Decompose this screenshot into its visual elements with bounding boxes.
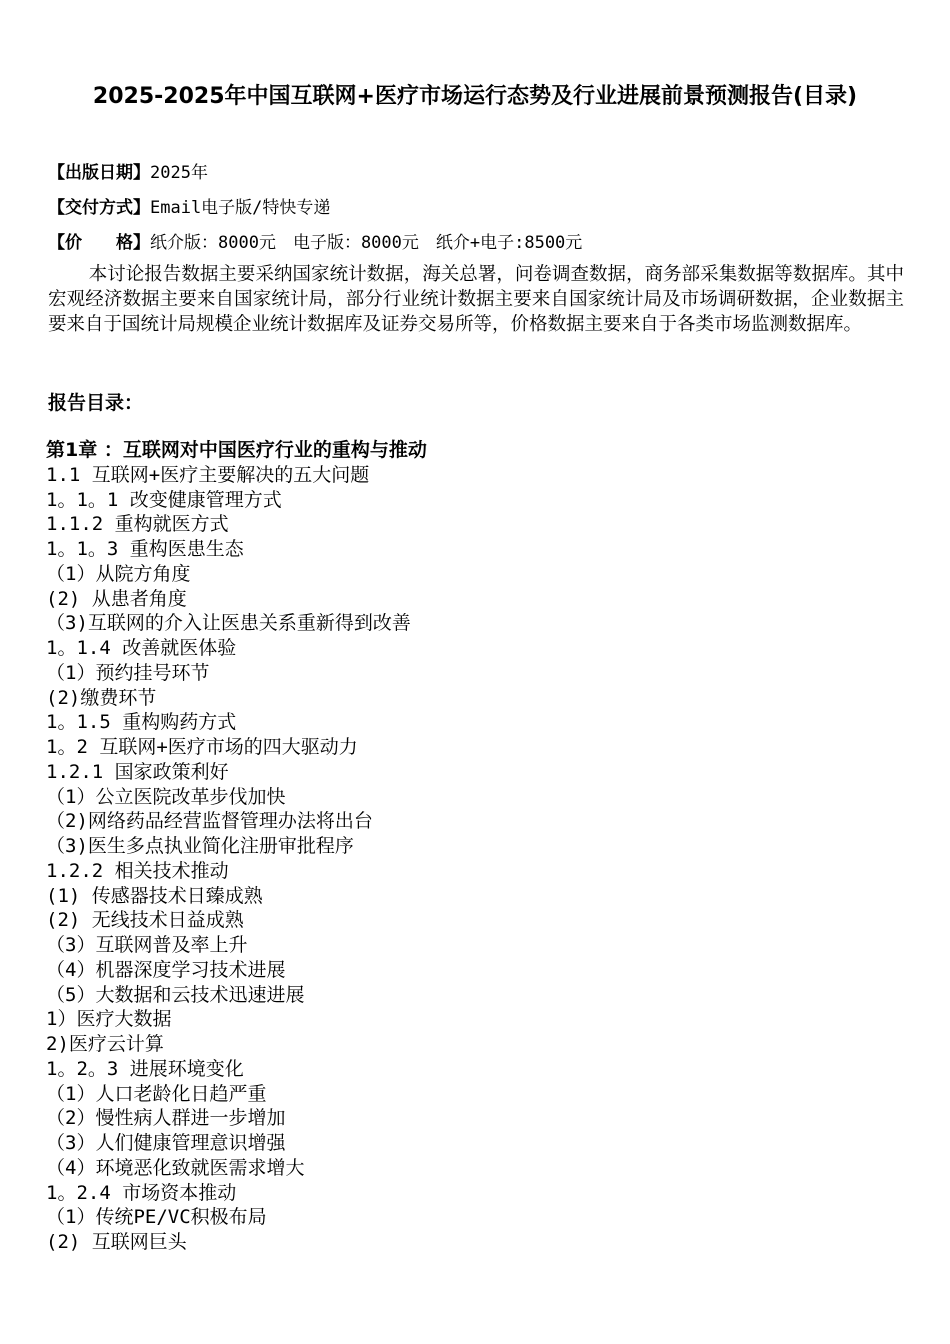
toc-entry: (2) 无线技术日益成熟 — [46, 909, 244, 932]
toc-chapter: 第1章 ：互联网对中国医疗行业的重构与推动 — [46, 439, 427, 461]
toc-entry: 1。1。1 改变健康管理方式 — [46, 488, 282, 511]
toc-entry: 1。1。3 重构医患生态 — [46, 538, 244, 560]
toc-entry: （1）人口老龄化日趋严重 — [46, 1082, 267, 1105]
toc-entry: （3)互联网的介入让医患关系重新得到改善 — [46, 612, 411, 635]
toc-entry: (2) 从患者角度 — [46, 587, 187, 610]
toc-entry: （1）预约挂号环节 — [46, 661, 210, 684]
toc-entry: 1。2。3 进展环境变化 — [46, 1057, 244, 1080]
toc-entry: （1）从院方角度 — [46, 562, 191, 585]
toc-entry: （4）环境恶化致就医需求增大 — [46, 1156, 305, 1179]
toc-entry: (2) 互联网巨头 — [46, 1231, 187, 1253]
meta-delivery-label: 【交付方式】 — [48, 198, 150, 218]
meta-delivery — [48, 195, 330, 221]
toc-entry: （5）大数据和云技术迅速进展 — [46, 983, 305, 1006]
toc-entry: (1) 传感器技术日臻成熟 — [46, 884, 263, 907]
toc-entry: 1.2.2 相关技术推动 — [46, 859, 229, 882]
toc-entry: (2)缴费环节 — [46, 686, 157, 709]
meta-delivery-value: Email电子版/特快专递 — [150, 198, 331, 218]
meta-publish-date-label: 【出版日期】 — [48, 163, 150, 183]
toc-entry: （1）传统PE/VC积极布局 — [46, 1206, 267, 1229]
meta-price-label: 【价 格】 — [48, 233, 150, 253]
toc-entry: （3)医生多点执业简化注册审批程序 — [46, 835, 354, 857]
document-title: 2025-2025年中国互联网+医疗市场运行态势及行业进展前景预测报告(目录) — [92, 84, 858, 109]
toc-entry: （1）公立医院改革步伐加快 — [46, 785, 286, 808]
toc-entry: （3）互联网普及率上升 — [46, 934, 248, 956]
toc-entry: （3）人们健康管理意识增强 — [46, 1132, 286, 1154]
toc-entry: 1。1.4 改善就医体验 — [46, 637, 237, 659]
toc-entry: 2)医疗云计算 — [46, 1033, 164, 1055]
toc-entry: （2）慢性病人群进一步增加 — [46, 1107, 286, 1130]
table-of-contents — [46, 438, 926, 1255]
toc-entry: 1。2.4 市场资本推动 — [46, 1181, 237, 1204]
toc-entry: 1.1.2 重构就医方式 — [46, 513, 229, 536]
intro-paragraph: 本讨论报告数据主要采纳国家统计数据，海关总署，问卷调查数据，商务部采集数据等数据库。其中宏观经济数据主要来自国家统计局，部分行业统计数据主要来自国家统计局及市场调研数据，企业数据主要来自于国统计局规模企业统计数据库及证券交易所等，价格数据主要来自于各类市场监测数据库。 — [48, 264, 904, 335]
toc-entry: 1）医疗大数据 — [46, 1008, 172, 1031]
meta-price — [48, 230, 582, 256]
meta-publish-date-value: 2025年 — [150, 163, 208, 183]
toc-entry: 1。1.5 重构购药方式 — [46, 711, 237, 734]
toc-entry: （4）机器深度学习技术进展 — [46, 958, 286, 981]
meta-price-value: 纸介版：8000元 电子版：8000元 纸介+电子:8500元 — [150, 233, 583, 253]
toc-entry: 1。2 互联网+医疗市场的四大驱动力 — [46, 736, 358, 758]
meta-publish-date — [48, 160, 208, 186]
toc-entry: 1.1 互联网+医疗主要解决的五大问题 — [46, 463, 370, 486]
toc-entry: 1.2.1 国家政策利好 — [46, 760, 229, 783]
toc-heading: 报告目录： — [48, 392, 144, 414]
toc-entry: （2)网络药品经营监督管理办法将出台 — [46, 810, 373, 833]
